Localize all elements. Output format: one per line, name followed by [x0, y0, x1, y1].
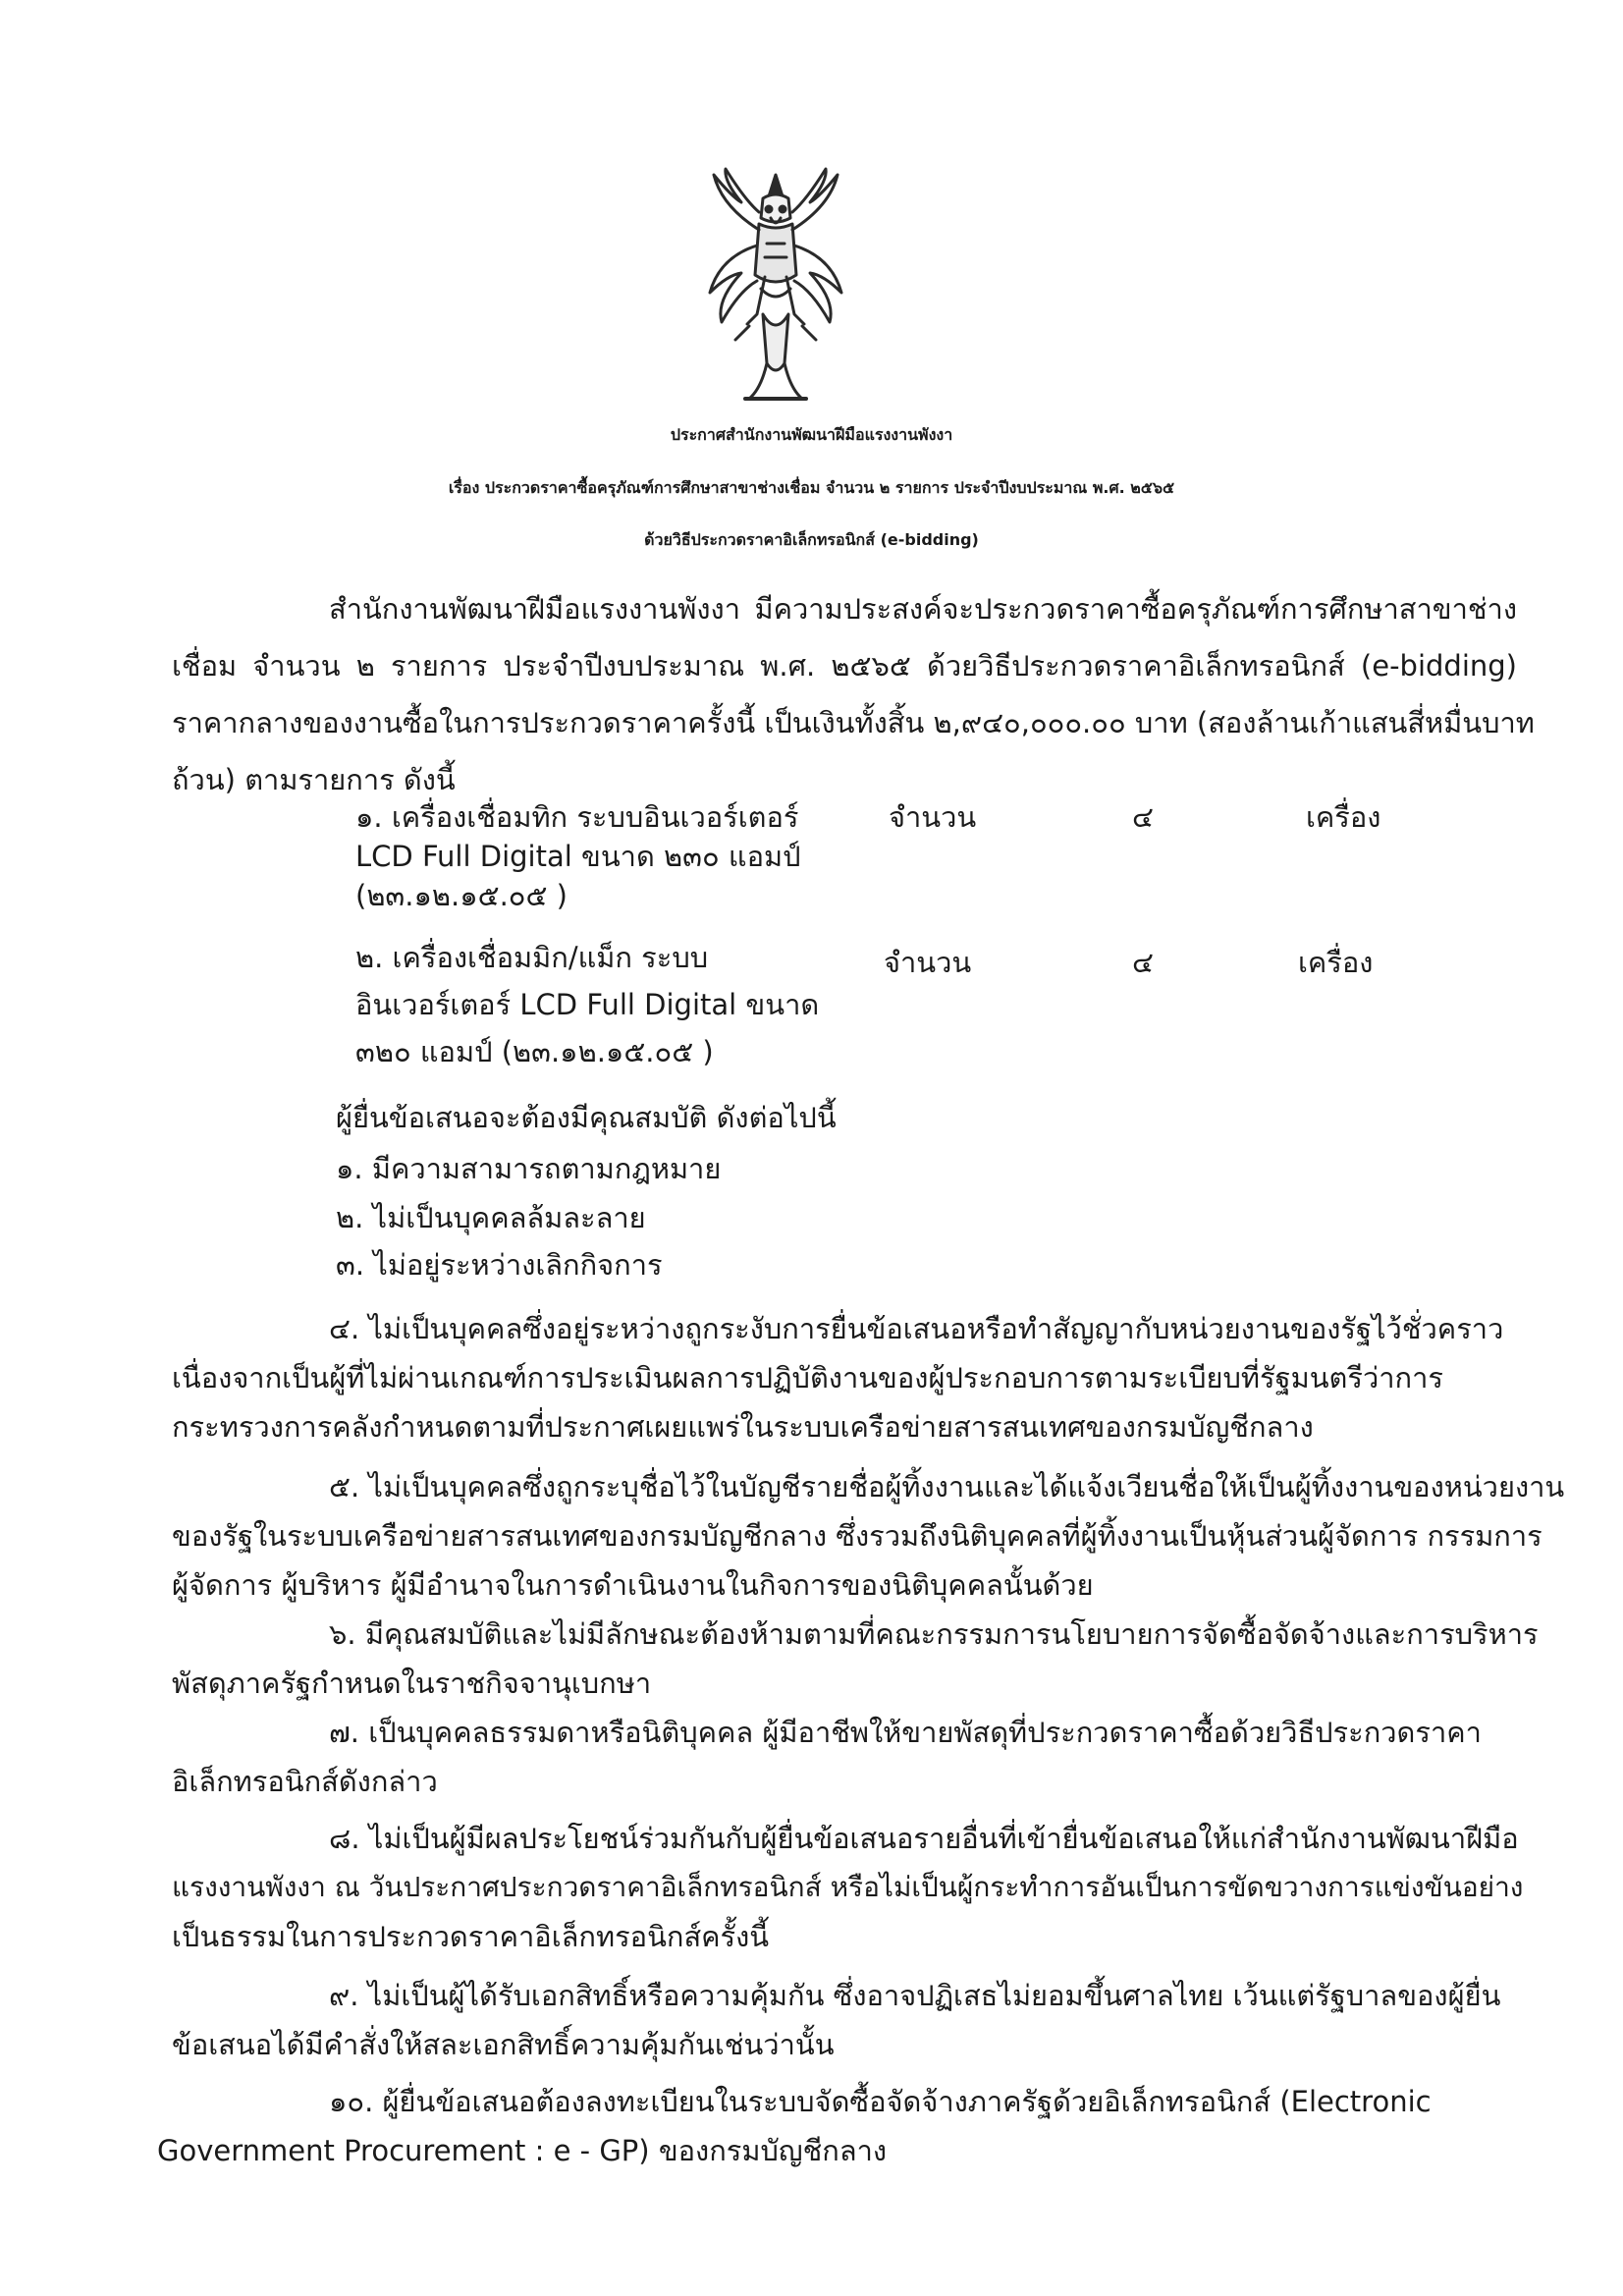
- item-line: (๒๓.๑๒.๑๕.๐๕ ): [355, 879, 568, 912]
- qualification-line: ๔. ไม่เป็นบุคคลซึ่งอยู่ระหว่างถูกระงับการยื่นข้อเสนอหรือทำสัญญากับหน่วยงานของรัฐไว้ชั่วคราว: [329, 1312, 1504, 1345]
- qualification-line: พัสดุภาครัฐกำหนดในราชกิจจานุเบกษา: [172, 1667, 652, 1700]
- intro-line: สำนักงานพัฒนาฝีมือแรงงานพังงา มีความประสงค์จะประกวดราคาซื้อครุภัณฑ์การศึกษาสาขาช่าง: [329, 592, 1517, 626]
- qualification-line: ผู้จัดการ ผู้บริหาร ผู้มีอำนาจในการดำเนินงานในกิจการของนิติบุคคลนั้นด้วย: [172, 1568, 1094, 1602]
- qualifications-heading: ผู้ยื่นข้อเสนอจะต้องมีคุณสมบัติ ดังต่อไปนี้: [336, 1101, 837, 1134]
- qualification-line: ๕. ไม่เป็นบุคคลซึ่งถูกระบุชื่อไว้ในบัญชีรายชื่อผู้ทิ้งงานและได้แจ้งเวียนชื่อให้เป็นผู้ทิ้งงานของหน่วยงาน: [329, 1470, 1565, 1503]
- qualification-item: ๑. มีความสามารถตามกฎหมาย: [336, 1152, 722, 1185]
- item-line: ๑. เครื่องเชื่อมทิก ระบบอินเวอร์เตอร์: [355, 800, 799, 834]
- intro-line: เชื่อม จำนวน ๒ รายการ ประจำปีงบประมาณ พ.ศ. ๒๕๖๕ ด้วยวิธีประกวดราคาอิเล็กทรอนิกส์ (e-bidding): [172, 649, 1517, 683]
- item-qty-label: จำนวน: [884, 946, 972, 979]
- qualification-line: ข้อเสนอได้มีคำสั่งให้สละเอกสิทธิ์ความคุ้มกันเช่นว่านั้น: [172, 2028, 835, 2061]
- intro-line: ราคากลางของงานซื้อในการประกวดราคาครั้งนี้ เป็นเงินทั้งสิ้น ๒,๙๔๐,๐๐๐.๐๐ บาท (สองล้านเก้าแสนสี่หมื่นบาท: [172, 706, 1535, 739]
- qualification-line: อิเล็กทรอนิกส์ดังกล่าว: [172, 1765, 438, 1798]
- qualification-line: ๙. ไม่เป็นผู้ได้รับเอกสิทธิ์หรือความคุ้มกัน ซึ่งอาจปฏิเสธไม่ยอมขึ้นศาลไทย เว้นแต่รัฐบาลของผู้ยื่น: [329, 1979, 1501, 2012]
- qualification-line: ๖. มีคุณสมบัติและไม่มีลักษณะต้องห้ามตามที่คณะกรรมการนโยบายการจัดซื้อจัดจ้างและการบริหาร: [329, 1617, 1539, 1651]
- item-line: ๒. เครื่องเชื่อมมิก/แม็ก ระบบ: [355, 941, 709, 974]
- qualification-item: ๒. ไม่เป็นบุคคลล้มละลาย: [336, 1201, 646, 1234]
- qualification-line: ๑๐. ผู้ยื่นข้อเสนอต้องลงทะเบียนในระบบจัดซื้อจัดจ้างภาครัฐด้วยอิเล็กทรอนิกส์ (Electronic: [329, 2085, 1432, 2118]
- item-qty: ๔: [1132, 946, 1154, 979]
- item-unit: เครื่อง: [1298, 946, 1374, 979]
- item-line: LCD Full Digital ขนาด ๒๓๐ แอมป์: [355, 840, 801, 873]
- item-line: ๓๒๐ แอมป์ (๒๓.๑๒.๑๕.๐๕ ): [355, 1035, 714, 1068]
- qualification-line: ๗. เป็นบุคคลธรรมดาหรือนิติบุคคล ผู้มีอาชีพให้ขายพัสดุที่ประกวดราคาซื้อด้วยวิธีประกวดราคา: [329, 1716, 1482, 1749]
- item-unit: เครื่อง: [1306, 800, 1381, 834]
- item-qty: ๔: [1132, 800, 1154, 834]
- item-line: อินเวอร์เตอร์ LCD Full Digital ขนาด: [355, 988, 820, 1021]
- garuda-emblem-icon: [702, 167, 849, 412]
- qualification-line: กระทรวงการคลังกำหนดตามที่ประกาศเผยแพร่ในระบบเครือข่ายสารสนเทศของกรมบัญชีกลาง: [172, 1410, 1314, 1444]
- item-qty-label: จำนวน: [889, 800, 977, 834]
- announcement-subject: เรื่อง ประกวดราคาซื้อครุภัณฑ์การศึกษาสาขาช่างเชื่อม จำนวน ๒ รายการ ประจำปีงบประมาณ พ.ศ. ๒๕๖๕: [448, 478, 1175, 497]
- qualification-line: ๘. ไม่เป็นผู้มีผลประโยชน์ร่วมกันกับผู้ยื่นข้อเสนอรายอื่นที่เข้ายื่นข้อเสนอให้แก่สำนักงานพัฒนาฝีมือ: [329, 1822, 1519, 1855]
- qualification-line: Government Procurement : e - GP) ของกรมบัญชีกลาง: [157, 2134, 888, 2167]
- announcement-title: ประกาศสำนักงานพัฒนาฝีมือแรงงานพังงา: [670, 425, 953, 444]
- intro-line: ถ้วน) ตามรายการ ดังนี้: [172, 763, 456, 796]
- qualification-item: ๓. ไม่อยู่ระหว่างเลิกกิจการ: [336, 1248, 663, 1282]
- qualification-line: เนื่องจากเป็นผู้ที่ไม่ผ่านเกณฑ์การประเมินผลการปฏิบัติงานของผู้ประกอบการตามระเบียบที่รัฐมนตรีว่าการ: [172, 1361, 1443, 1394]
- qualification-line: เป็นธรรมในการประกวดราคาอิเล็กทรอนิกส์ครั้งนี้: [172, 1920, 770, 1953]
- qualification-line: แรงงานพังงา ณ วันประกาศประกวดราคาอิเล็กทรอนิกส์ หรือไม่เป็นผู้กระทำการอันเป็นการขัดขวางการแข่งขันอย่าง: [172, 1871, 1524, 1903]
- announcement-method: ด้วยวิธีประกวดราคาอิเล็กทรอนิกส์ (e-bidding): [644, 530, 979, 549]
- qualification-line: ของรัฐในระบบเครือข่ายสารสนเทศของกรมบัญชีกลาง ซึ่งรวมถึงนิติบุคคลที่ผู้ทิ้งงานเป็นหุ้นส่วนผู้จัดการ กรรมการ: [172, 1519, 1542, 1553]
